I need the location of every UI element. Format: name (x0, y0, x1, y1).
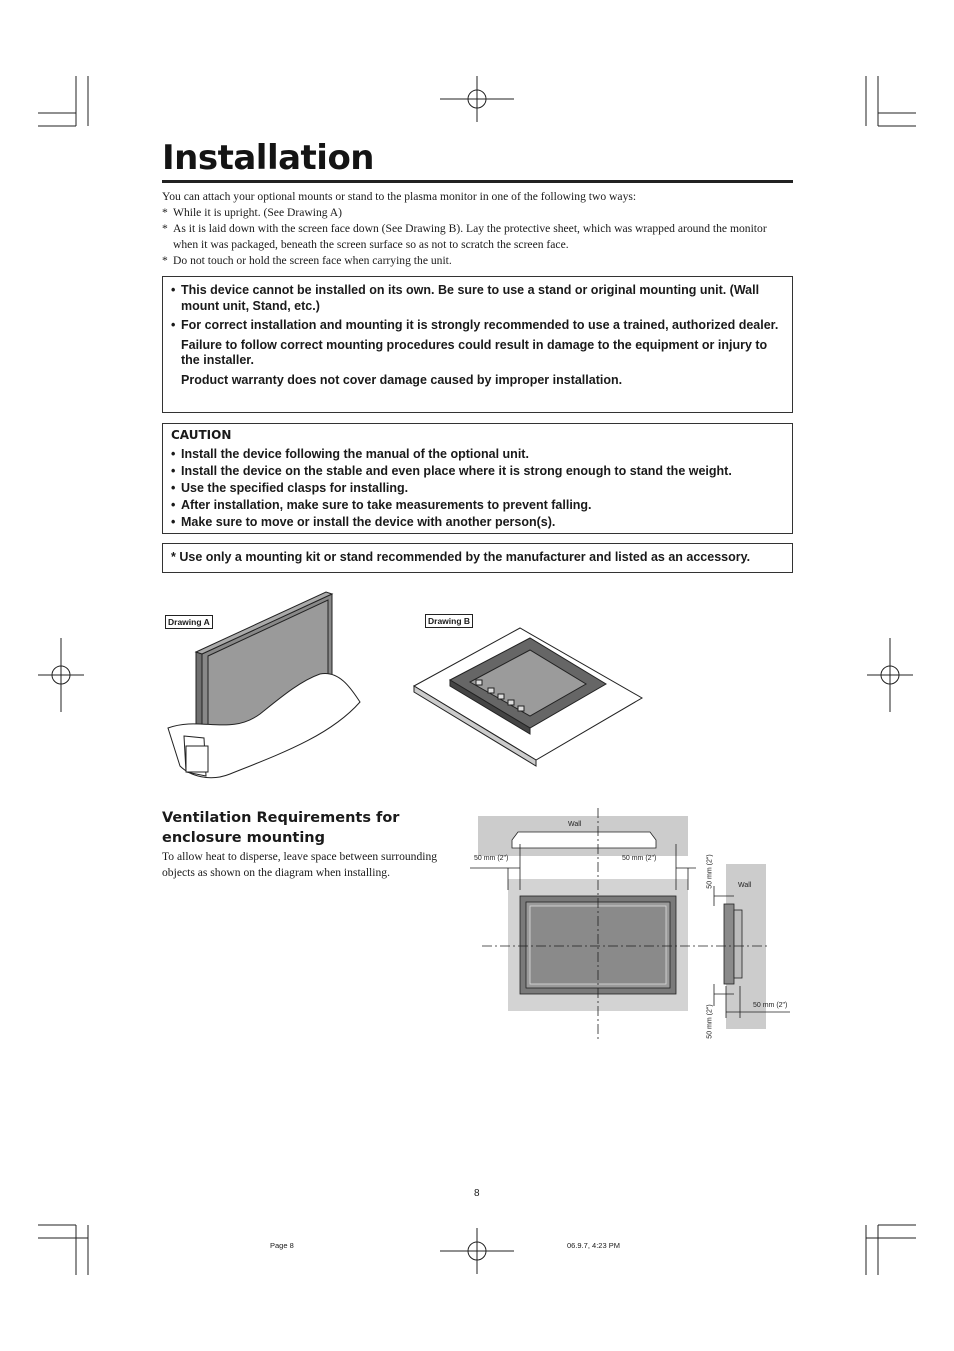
dimension-label: 50 mm (2") (622, 855, 657, 862)
caution-box (162, 423, 793, 534)
caution-item: • Make sure to move or install the device with another person(s). (171, 514, 784, 531)
warning-item: • For correct installation and mounting it is strongly recommended to use a trained, authorized dealer. (171, 318, 784, 334)
warning-item-continuation: Failure to follow correct mounting procedures could result in damage to the equipment or injury to the installer. (181, 337, 768, 367)
page-number: 8 (474, 1188, 480, 1199)
ventilation-heading-line: Ventilation Requirements for (162, 810, 400, 826)
intro-bullet: * As it is laid down with the screen face down (See Drawing B). Lay the protective sheet, which was wrapped around the monitor when it was packaged, beneath the screen surface so as not to scratch the screen face. (162, 221, 793, 253)
drawing-b-illustration (410, 624, 645, 764)
dimension-label: 50 mm (2") (474, 855, 509, 862)
warning-item-continuation: Product warranty does not cover damage caused by improper installation. (181, 372, 623, 387)
intro-text (162, 189, 793, 269)
footer-page-label: Page 8 (270, 1241, 294, 1250)
ventilation-diagram (470, 806, 795, 1046)
title-rule (162, 180, 793, 183)
intro-bullet: * Do not touch or hold the screen face when carrying the unit. (162, 253, 793, 269)
drawing-b-label: Drawing B (425, 614, 473, 628)
footer-timestamp: 06.9.7, 4:23 PM (567, 1241, 620, 1250)
caution-item: • After installation, make sure to take measurements to prevent falling. (171, 497, 784, 514)
drawing-a-label: Drawing A (165, 615, 213, 629)
warning-box (162, 276, 793, 413)
dimension-label-vertical: 50 mm (2") (706, 854, 714, 889)
note-box: * Use only a mounting kit or stand recommended by the manufacturer and listed as an accessory. (162, 543, 793, 573)
warning-item: • This device cannot be installed on its own. Be sure to use a stand or original mounting unit. (Wall mount unit, Stand, etc.) (171, 283, 784, 314)
ventilation-heading (162, 808, 462, 848)
intro-lead: You can attach your optional mounts or stand to the plasma monitor in one of the following two ways: (162, 190, 637, 203)
caution-item: • Install the device on the stable and even place where it is strong enough to stand the weight. (171, 463, 784, 480)
caution-item: • Use the specified clasps for installing. (171, 480, 784, 497)
page-title: Installation (162, 138, 375, 178)
dimension-label: 50 mm (2") (753, 1002, 788, 1009)
ventilation-heading-line: enclosure mounting (162, 830, 325, 846)
wall-label-side: Wall (738, 882, 752, 889)
ventilation-body: To allow heat to disperse, leave space between surrounding objects as shown on the diagram when installing. (162, 850, 438, 879)
dimension-label-vertical: 50 mm (2") (706, 1004, 714, 1039)
caution-item: • Install the device following the manual of the optional unit. (171, 446, 784, 463)
wall-label-top: Wall (568, 821, 582, 828)
caution-heading: CAUTION (171, 428, 232, 442)
intro-bullet: * While it is upright. (See Drawing A) (162, 205, 793, 221)
